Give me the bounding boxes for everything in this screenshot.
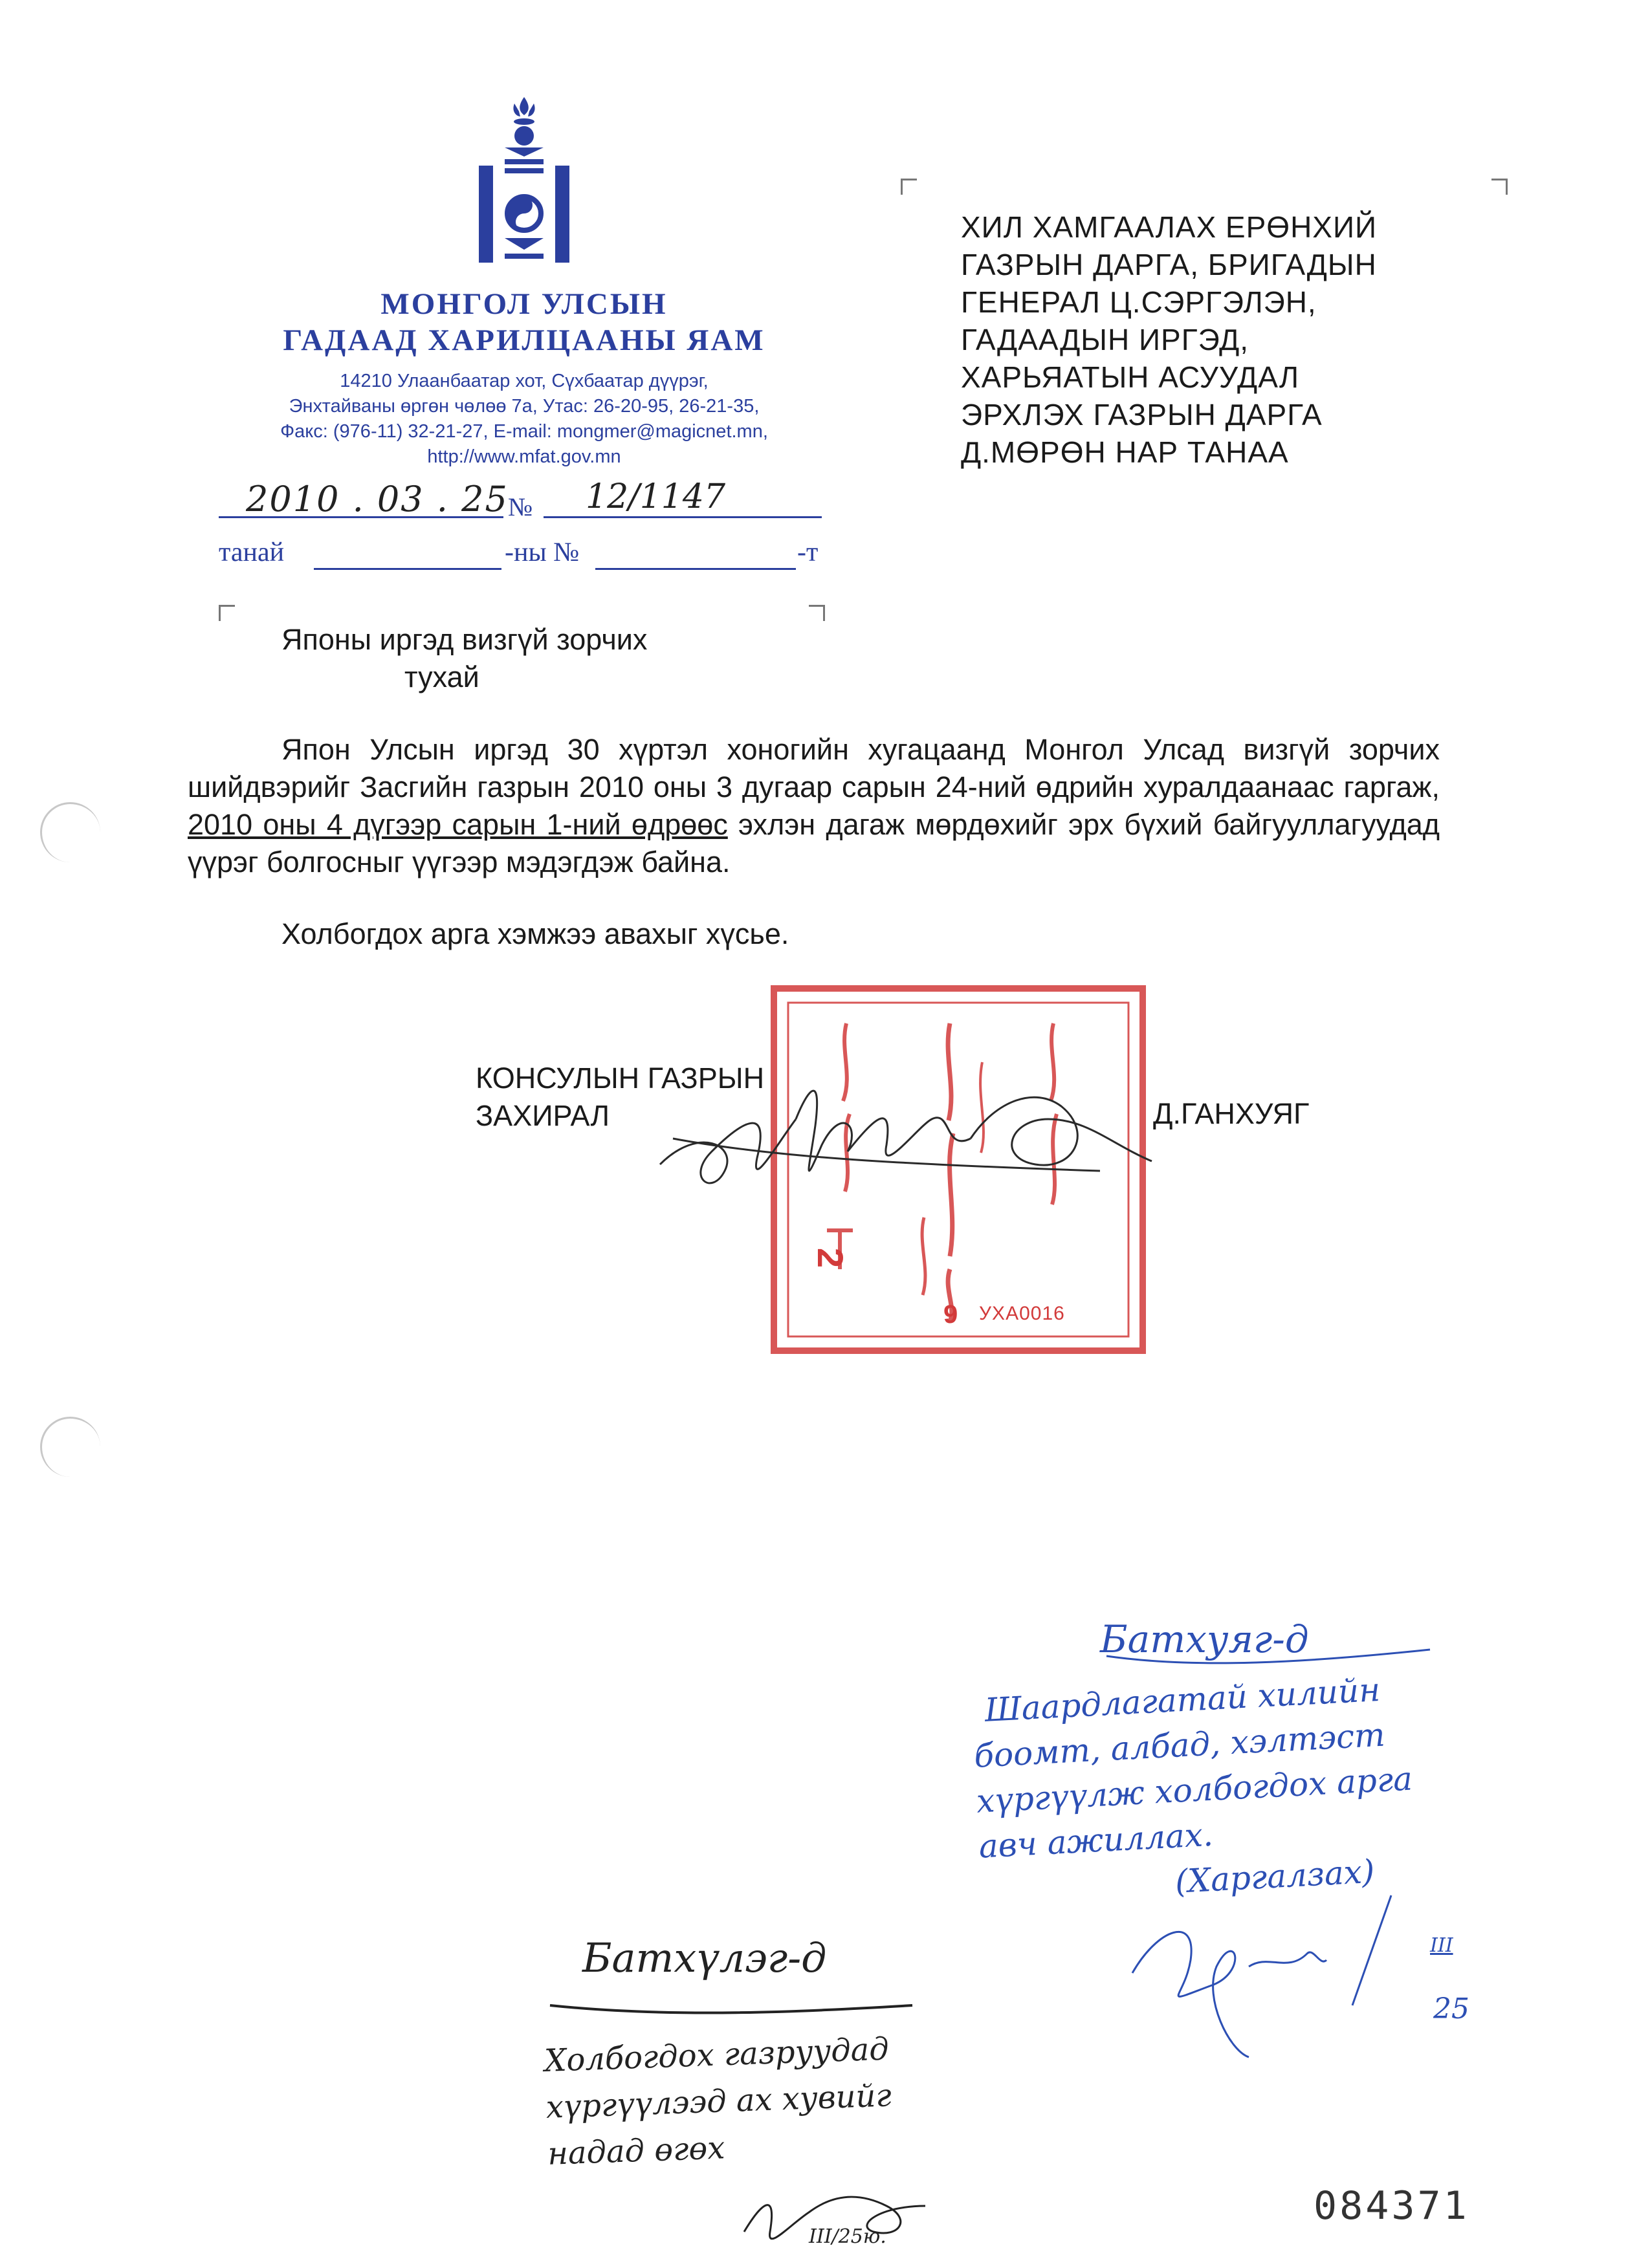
annotation-line: хүргүүлж холбогдох арга [975, 1760, 1414, 1820]
serial-number: 084371 [1314, 2183, 1469, 2229]
body-paragraph-1 [188, 731, 1440, 881]
signatory-title-line1: КОНСУЛЫН ГАЗРЫН [476, 1062, 765, 1095]
corner-mark [219, 605, 235, 621]
annotation-line: авч ажиллах. [978, 1815, 1215, 1866]
annotation-date-day: 25 [1433, 1992, 1469, 2025]
corner-mark [901, 179, 917, 195]
left-annotation-note [544, 2025, 894, 2177]
annotation-note [971, 1666, 1418, 1915]
corner-mark [1491, 179, 1508, 195]
address-line: Энхтайваны өргөн чөлөө 7а, Утас: 26-20-95, 26-21-35, [289, 396, 760, 417]
ministry-name-line2: ГАДААД ХАРИЛЦААНЫ ЯАМ [283, 323, 765, 357]
annotation-line: Шаардлагатай хилийн [984, 1670, 1381, 1729]
subject-line2: тухай [404, 660, 479, 693]
recipient-line: ХИЛ ХАМГААЛАХ ЕРӨНХИЙ [961, 210, 1378, 244]
stamp-mark: 2 [810, 1247, 852, 1269]
punch-hole-decoration [40, 1417, 100, 1477]
signatory-title-line2: ЗАХИРАЛ [476, 1099, 610, 1132]
signatory-name: Д.ГАНХУЯГ [1153, 1097, 1310, 1130]
letter-date: 2010 . 03 . 25 [246, 479, 509, 519]
body-text: Япон Улсын иргэд 30 хүртэл хоногийн хугацаанд Монгол Улсад визгүй зорчих шийдвэрийг Засгийн газрын 2010 оны 3 дугаар сарын 24-ний өдрийн хуралдаанаас гаргаж, [188, 733, 1440, 803]
letter-number: 12/1147 [586, 477, 726, 516]
ref-prefix: танай [219, 538, 285, 567]
soyombo-emblem-icon [479, 97, 569, 268]
recipient-line: ГАДААДЫН ИРГЭД, [961, 323, 1249, 356]
website-link: http://www.mfat.gov.mn [427, 446, 621, 467]
recipient-line: Д.МӨРӨН НАР ТАНАА [961, 435, 1289, 469]
corner-mark [809, 605, 825, 621]
handwritten-signature-icon [647, 1048, 1165, 1216]
annotation-line: боомт, албад, хэлтэст [973, 1716, 1386, 1775]
ref-middle: -ны № [505, 538, 580, 567]
annotation-line: (Харгалзах) [1174, 1852, 1376, 1901]
left-annotation-date: III/25ю. [809, 2225, 886, 2248]
body-paragraph-2: Холбогдох арга хэмжээ авахыг хүсье. [281, 917, 789, 950]
ref-underline [314, 568, 501, 570]
annotation-heading: Батхуяг-д [1100, 1617, 1309, 1661]
left-annotation-line: хүргүүлээд ах хувийг [545, 2077, 892, 2126]
left-annotation-line: Холбогдох газруудад [544, 2031, 890, 2079]
stamp-mark: 9 [943, 1300, 958, 1329]
effective-date-text: 2010 оны 4 дүгээр сарын 1-ний өдрөөс [188, 808, 728, 841]
ref-suffix: -т [797, 538, 819, 567]
ministry-contacts [214, 369, 835, 470]
stamp-code: УХА0016 [979, 1303, 1065, 1324]
recipient-line: ЭРХЛЭХ ГАЗРЫН ДАРГА [961, 398, 1323, 431]
body-text: эхлэн дагаж мөрдөхийг эрх бүхий байгууллагуудад үүрэг болгосныг үүгээр мэдэгдэж байна. [188, 808, 1440, 878]
number-underline [544, 516, 822, 518]
subject-block [281, 621, 647, 696]
ref-number-underline [595, 568, 796, 570]
ministry-name-line1: МОНГОЛ УЛСЫН [380, 287, 668, 321]
annotation-signature-icon [1119, 1889, 1411, 2070]
ministry-name [214, 286, 835, 358]
recipient-line: ГАЗРЫН ДАРГА, БРИГАДЫН [961, 248, 1377, 281]
recipient-line: ГЕНЕРАЛ Ц.СЭРГЭЛЭН, [961, 285, 1317, 319]
left-annotation-line: надад өгөх [547, 2130, 726, 2172]
recipient-block [961, 208, 1377, 471]
annotation-date-month: III [1430, 1934, 1453, 1957]
number-label: № [508, 492, 533, 521]
recipient-line: ХАРЬЯАТЫН АСУУДАЛ [961, 360, 1300, 394]
subject-line1: Японы иргэд визгүй зорчих [281, 623, 648, 656]
address-line: 14210 Улаанбаатар хот, Сүхбаатар дүүрэг, [340, 371, 709, 391]
punch-hole-decoration [40, 802, 100, 862]
address-line: Факс: (976-11) 32-21-27, E-mail: mongmer@magicnet.mn, [280, 421, 768, 442]
left-annotation-heading: Батхүлэг-д [582, 1934, 827, 1981]
